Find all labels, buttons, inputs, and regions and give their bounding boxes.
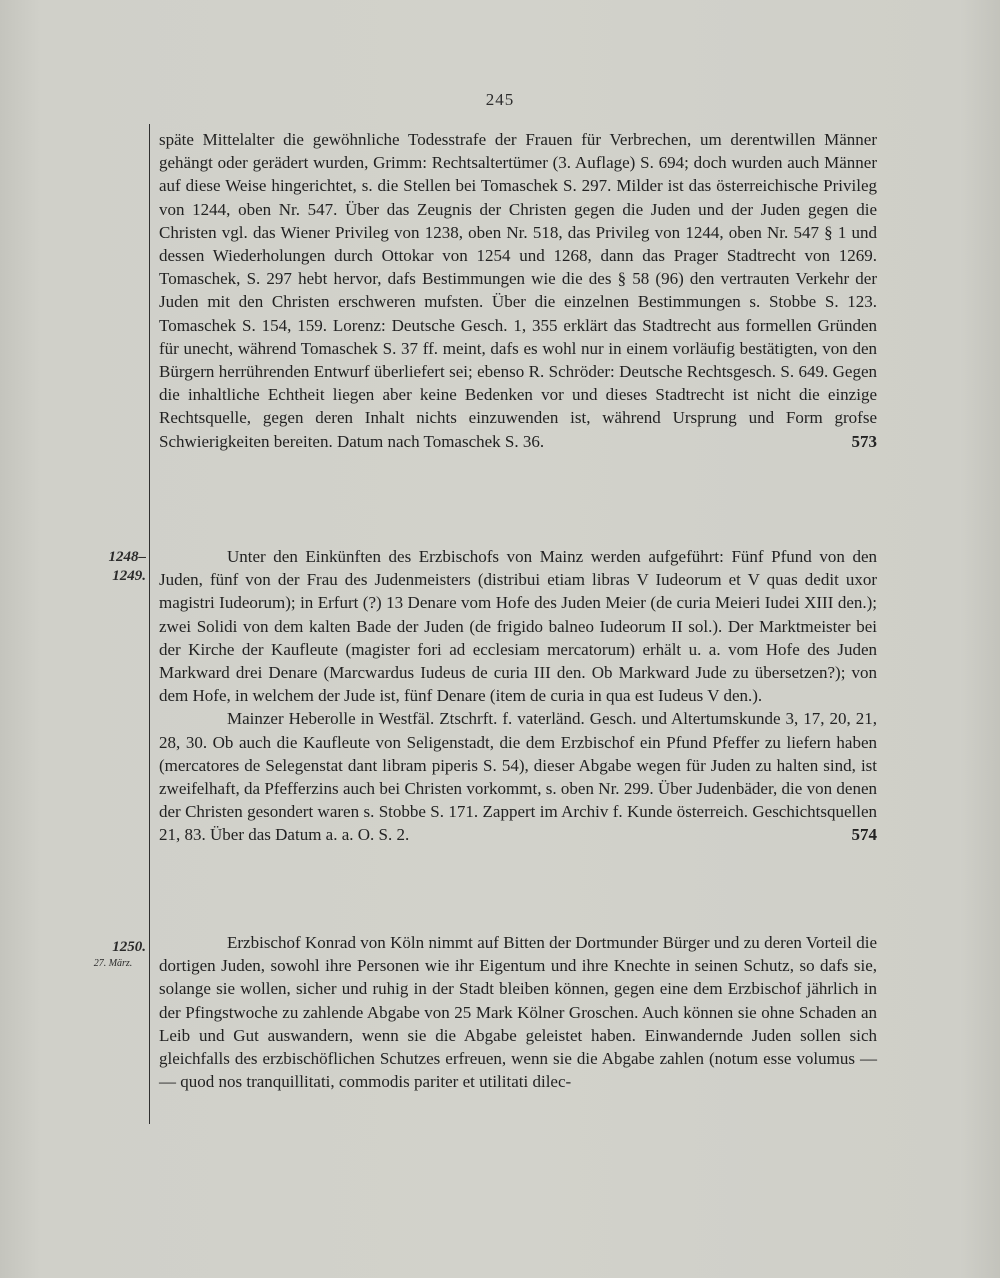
page-number: 245 — [485, 90, 515, 109]
section-574-notes: Mainzer Heberolle in Westfäl. Ztschrft. f. vaterländ. Gesch. und Altertumskunde 3, 17, 20, 21, 28, 30. Ob auch die Kaufleute von Seligenstadt, die dem Erzbischof ein Pfund Pfeffer zu liefern haben (mercatores de Selegenstat dant libram piperis S. 54), dieser Abgabe wegen für Juden zu halten sind, ist zweifelhaft, da Pfefferzins auch bei Christen vorkommt, s. oben Nr. 299. Über Judenbäder, die von denen der Christen gesondert waren s. Stobbe S. 171. Zappert im Archiv f. Kunde österreich. Geschichtsquellen 21, 83. Über das Datum a. a. O. S. 2. — [159, 709, 877, 845]
margin-date-1250 — [80, 938, 146, 971]
section-573-body: späte Mittelalter die gewöhnliche Todesstrafe der Frauen für Verbrechen, um derentwillen Männer gehängt oder gerädert wurden, Grimm: Rechtsaltertümer (3. Auflage) S. 694; doch wurden auch Männer auf diese Weise hingerichtet, s. die Stellen bei Tomaschek S. 297. Milder ist das österreichische Privileg von 1244, oben Nr. 547. Über das Zeugnis der Christen gegen die Juden und der Juden gegen die Christen vgl. das Wiener Privileg von 1238, oben Nr. 518, das Privileg von 1244, oben Nr. 547 § 1 und dessen Wiederholungen durch Ottokar von 1254 und 1268, dann das Prager Stadtrecht von 1269. Tomaschek, S. 297 hebt hervor, dafs Bestimmungen wie die des § 58 (96) den vertrauten Verkehr der Juden mit den Christen erschweren mufsten. Über die einzelnen Bestimmungen s. Stobbe S. 123. Tomaschek S. 154, 159. Lorenz: Deutsche Gesch. 1, 355 erklärt das Stadtrecht aus formellen Gründen für unecht, während Tomaschek S. 37 ff. meint, dafs es wohl nur in einem vorläufig bestätigten, von den Bürgern herrührenden Entwurf überliefert sei; ebenso R. Schröder: Deutsche Rechtsgesch. S. 649. Gegen die inhaltliche Echtheit liegen aber keine Bedenken vor und dieses Stadtrecht ist nicht die einzige Rechtsquelle, gegen deren Inhalt nichts einzuwenden ist, während Ursprung und Form grofse Schwierigkeiten bereiten. Datum nach Tomaschek S. 36. — [159, 130, 877, 451]
margin-date-year-1250: 1250. — [112, 939, 146, 955]
section-573-text — [159, 128, 877, 453]
section-574-paragraph-1: Unter den Einkünften des Erzbischofs von Mainz werden aufgeführt: Fünf Pfund von den Juden, fünf von der Frau des Judenmeisters (distribui etiam libras V Iudeorum et V quas dedit uxor magistri Iudeorum); in Erfurt (?) 13 Denare vom Hofe des Juden Meier (de curia Meieri Iudei XIII den.); zwei Solidi von dem kalten Bade der Juden (de frigido balneo Iudeorum II sol.). Der Marktmeister bei der Kirche der Kaufleute (magister fori ad ecclesiam mercatorum) erhält u. a. vom Hofe des Juden Markward drei Denare (Marcwardus Iudeus de curia III den. Ob Markward Jude zu übersetzen?); von dem Hofe, in welchem der Jude ist, fünf Denare (item de curia in qua est Iudeus V den.). — [159, 547, 877, 706]
margin-date-day-1250: 27. März. — [93, 958, 133, 969]
section-574 — [159, 545, 877, 847]
entry-number-573: 573 — [851, 431, 877, 451]
margin-date-1248: 1248– — [108, 549, 146, 565]
margin-date-1248-1249 — [80, 548, 146, 586]
entry-number-574: 574 — [851, 825, 877, 845]
margin-rule — [149, 124, 150, 1124]
section-575-text: Erzbischof Konrad von Köln nimmt auf Bitten der Dortmunder Bürger und zu deren Vorteil die dortigen Juden, sowohl ihre Personen wie ihr Eigentum und ihre Knechte in seinen Schutz, so dafs sie, solange sie wollen, sicher und ruhig in der Stadt bleiben können, gegen eine dem Erzbischof jährlich in der Pfingstwoche zu zahlende Abgabe von 25 Mark Kölner Groschen. Auch können sie ohne Schaden an Leib und Gut auswandern, wenn sie die Abgabe geleistet haben. Einwandernde Juden sollen sich gleichfalls des erzbischöflichen Schutzes erfreuen, wenn sie die Abgabe zahlen (notum esse volumus — — quod nos tranquillitati, commodis pariter et utilitati dilec- — [159, 933, 877, 1092]
section-573 — [159, 128, 877, 453]
section-574-paragraph-2 — [159, 707, 877, 846]
margin-date-1249: 1249. — [112, 568, 146, 584]
section-575 — [159, 931, 877, 1093]
